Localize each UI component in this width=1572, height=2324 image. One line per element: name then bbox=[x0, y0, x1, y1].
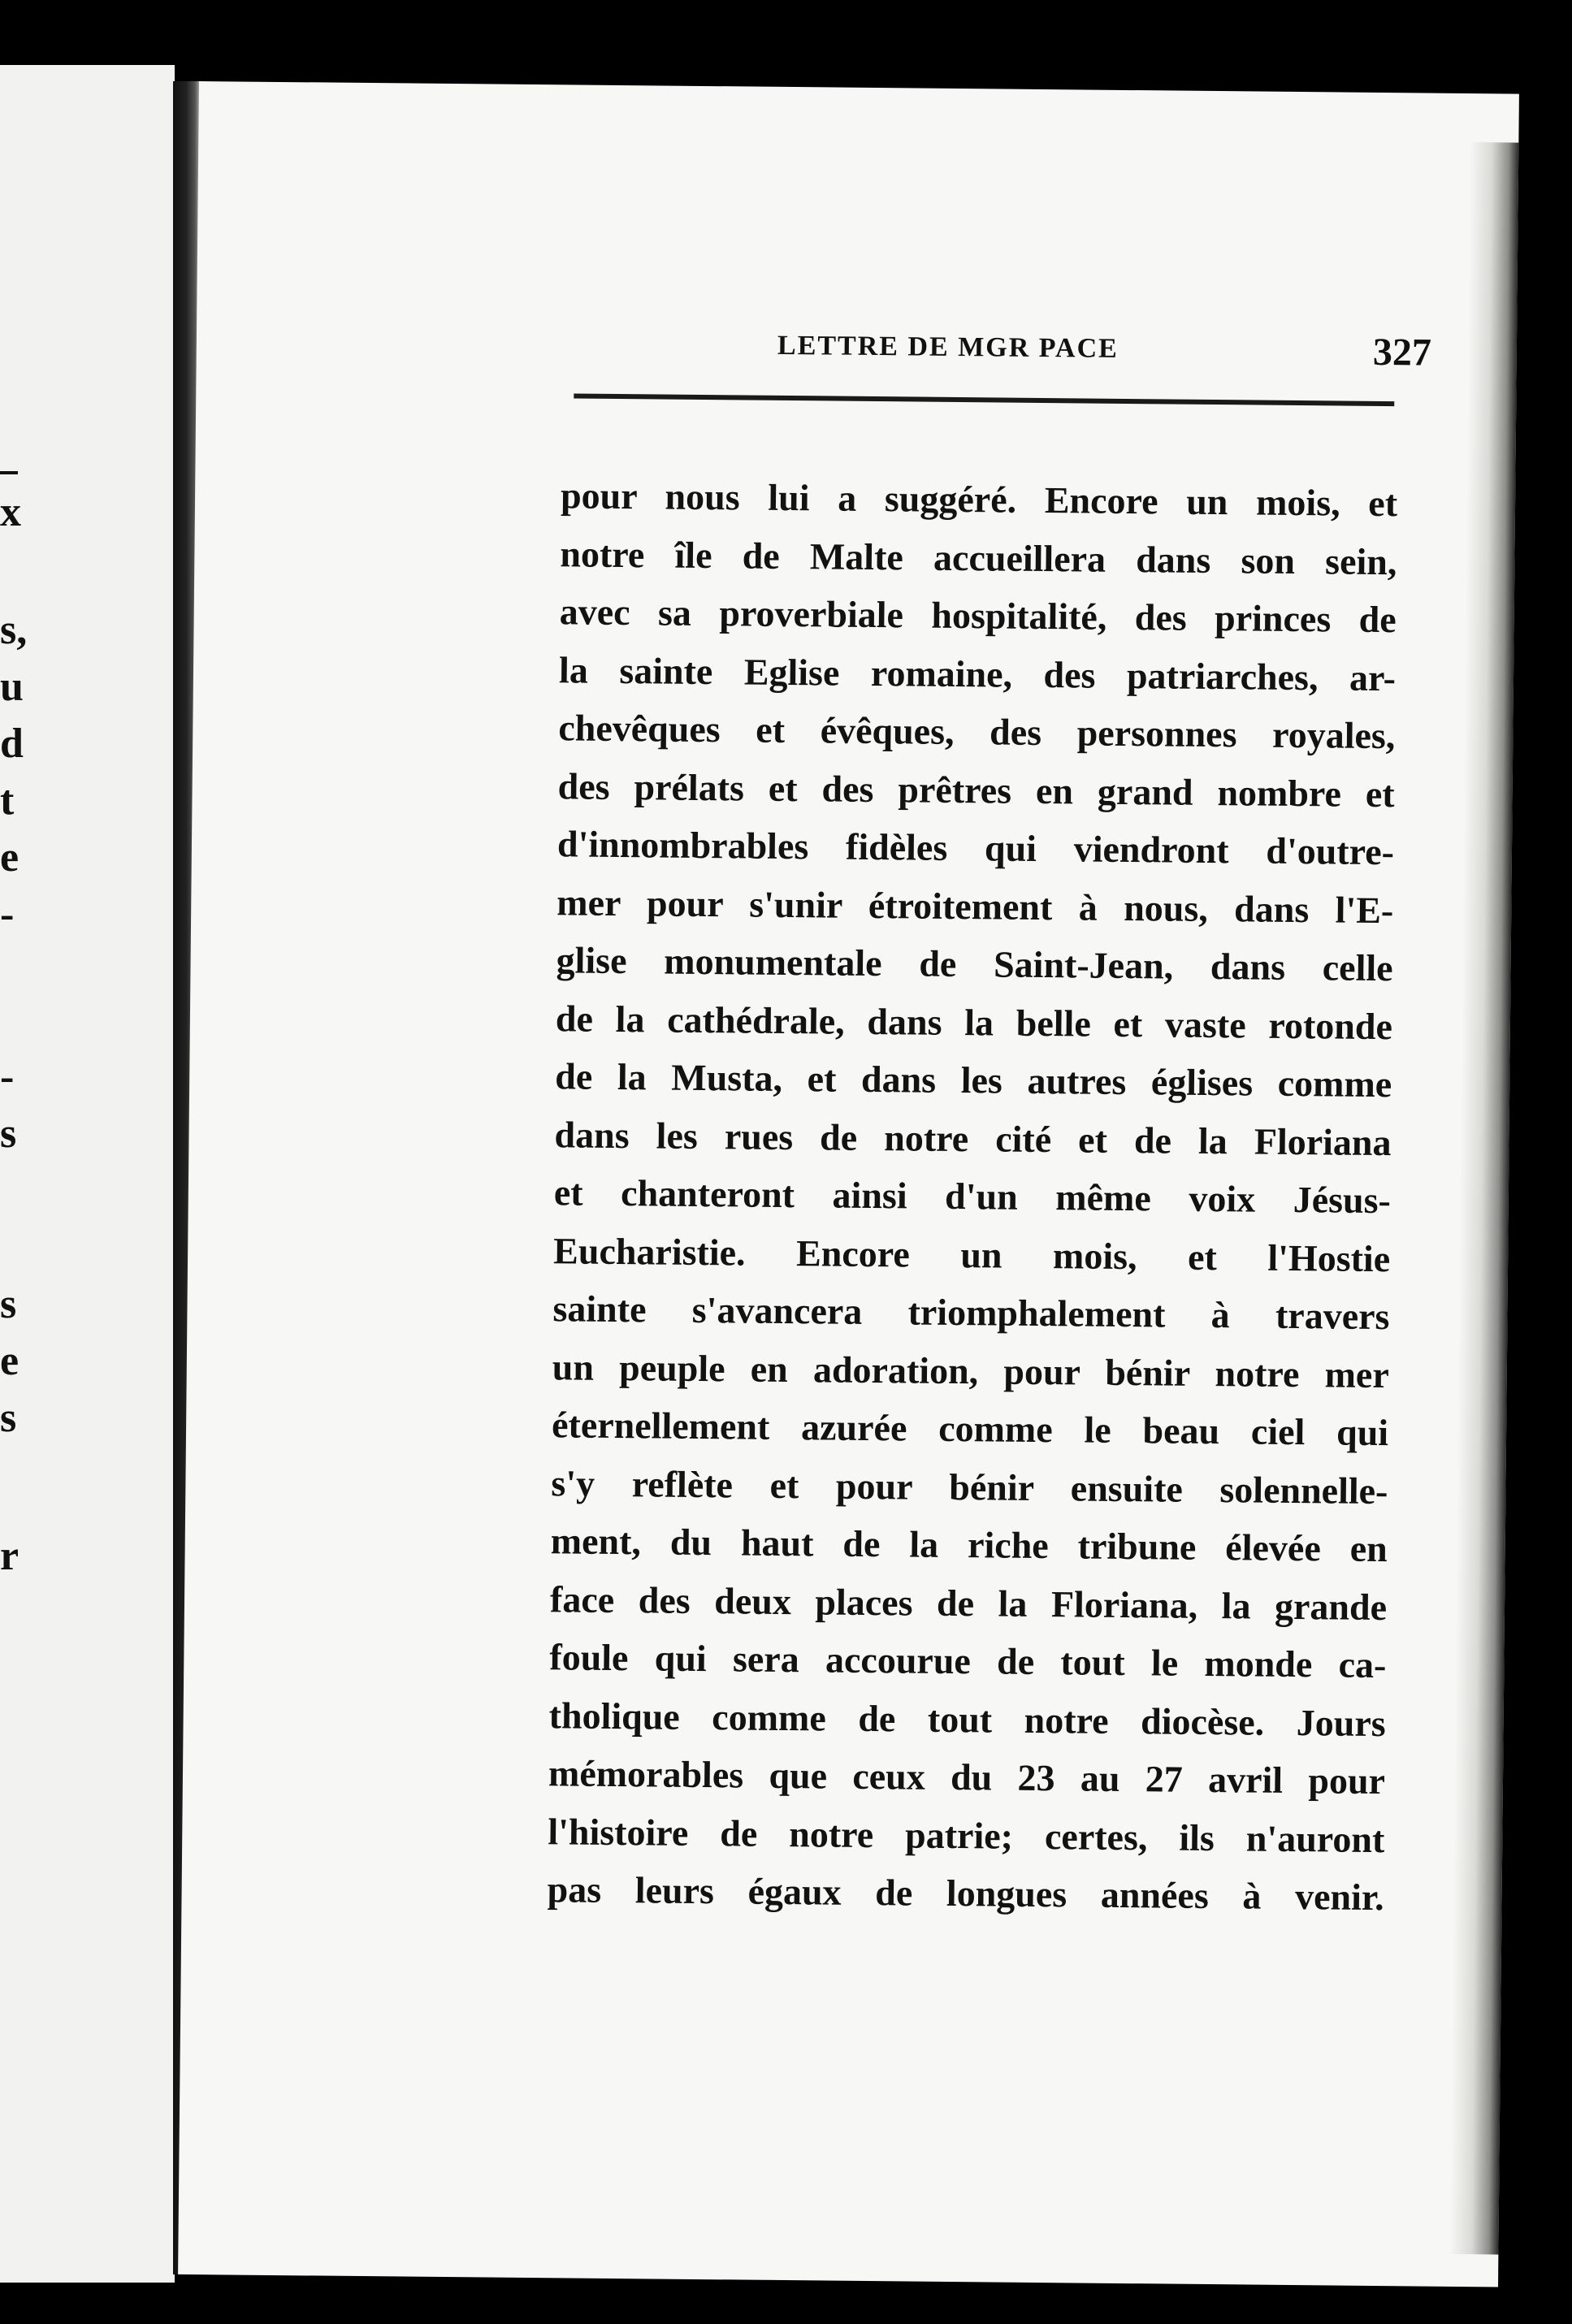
previous-page-fragment: x bbox=[0, 489, 21, 535]
header-rule bbox=[574, 393, 1394, 406]
text-line: glise monumentale de Saint-Jean, dans celle bbox=[556, 939, 1393, 989]
text-line: mer pour s'unir étroitement à nous, dans l'E- bbox=[556, 881, 1394, 931]
previous-page-fragment: - bbox=[0, 891, 15, 937]
previous-page-rule bbox=[0, 471, 18, 474]
previous-page-fragment: e bbox=[0, 834, 19, 881]
text-line: des prélats et des prêtres en grand nombre et bbox=[557, 764, 1395, 815]
previous-page-fragment: u bbox=[0, 664, 24, 710]
text-line: chevêques et évêques, des personnes royales, bbox=[558, 707, 1396, 757]
previous-page-fragment: e bbox=[0, 1338, 19, 1384]
text-line: dans les rues de notre cité et de la Floriana bbox=[554, 1113, 1392, 1163]
previous-page-edge bbox=[0, 65, 175, 2283]
previous-page-fragment: s bbox=[0, 1110, 17, 1157]
text-line: pas leurs égaux de longues années à venir. bbox=[547, 1868, 1384, 1919]
text-line: la sainte Eglise romaine, des patriarches, ar- bbox=[558, 648, 1397, 699]
previous-page-fragment: d bbox=[0, 721, 24, 767]
text-line: tholique comme de tout notre diocèse. Jours bbox=[548, 1694, 1386, 1744]
book-page bbox=[178, 81, 1519, 2287]
text-line: sainte s'avancera triomphalement à travers bbox=[552, 1288, 1390, 1338]
running-head-title: LETTRE DE MGR PACE bbox=[777, 330, 1119, 364]
text-line: un peuple en adoration, pour bénir notre mer bbox=[552, 1345, 1390, 1396]
text-line: ment, du haut de la riche tribune élevée en bbox=[550, 1520, 1388, 1570]
text-line: de la cathédrale, dans la belle et vaste rotonde bbox=[555, 997, 1393, 1047]
text-line: d'innombrables fidèles qui viendront d'outre- bbox=[556, 823, 1395, 873]
previous-page-fragment: s bbox=[0, 1395, 17, 1441]
text-line: Eucharistie. Encore un mois, et l'Hostie bbox=[552, 1229, 1391, 1279]
text-line: l'histoire de notre patrie; certes, ils n'auront bbox=[548, 1810, 1385, 1860]
page-number: 327 bbox=[1372, 330, 1432, 374]
text-line: s'y reflète et pour bénir ensuite solennelle- bbox=[551, 1461, 1388, 1512]
text-line: pour nous lui a suggéré. Encore un mois, et bbox=[560, 474, 1398, 525]
text-line: face des deux places de la Floriana, la grande bbox=[549, 1577, 1388, 1628]
text-line: notre île de Malte accueillera dans son sein, bbox=[560, 532, 1397, 582]
page-edge-shadow bbox=[1449, 142, 1518, 2254]
previous-page-fragment: t bbox=[0, 777, 15, 824]
text-line: de la Musta, et dans les autres églises comme bbox=[555, 1055, 1392, 1106]
previous-page-fragment: s, bbox=[0, 607, 28, 653]
body-text bbox=[547, 466, 1397, 1926]
text-line: mémorables que ceux du 23 au 27 avril pour bbox=[548, 1752, 1386, 1803]
previous-page-fragment: - bbox=[0, 1054, 15, 1100]
text-line: foule qui sera accourue de tout le monde ca- bbox=[549, 1636, 1387, 1686]
running-head bbox=[603, 322, 1432, 387]
previous-page-fragment: r bbox=[0, 1533, 19, 1579]
text-line: éternellement azurée comme le beau ciel qui bbox=[551, 1404, 1389, 1454]
previous-page-fragment: s bbox=[0, 1281, 17, 1327]
text-line: et chanteront ainsi d'un même voix Jésus- bbox=[553, 1171, 1392, 1222]
text-line: avec sa proverbiale hospitalité, des princes de bbox=[559, 591, 1397, 641]
